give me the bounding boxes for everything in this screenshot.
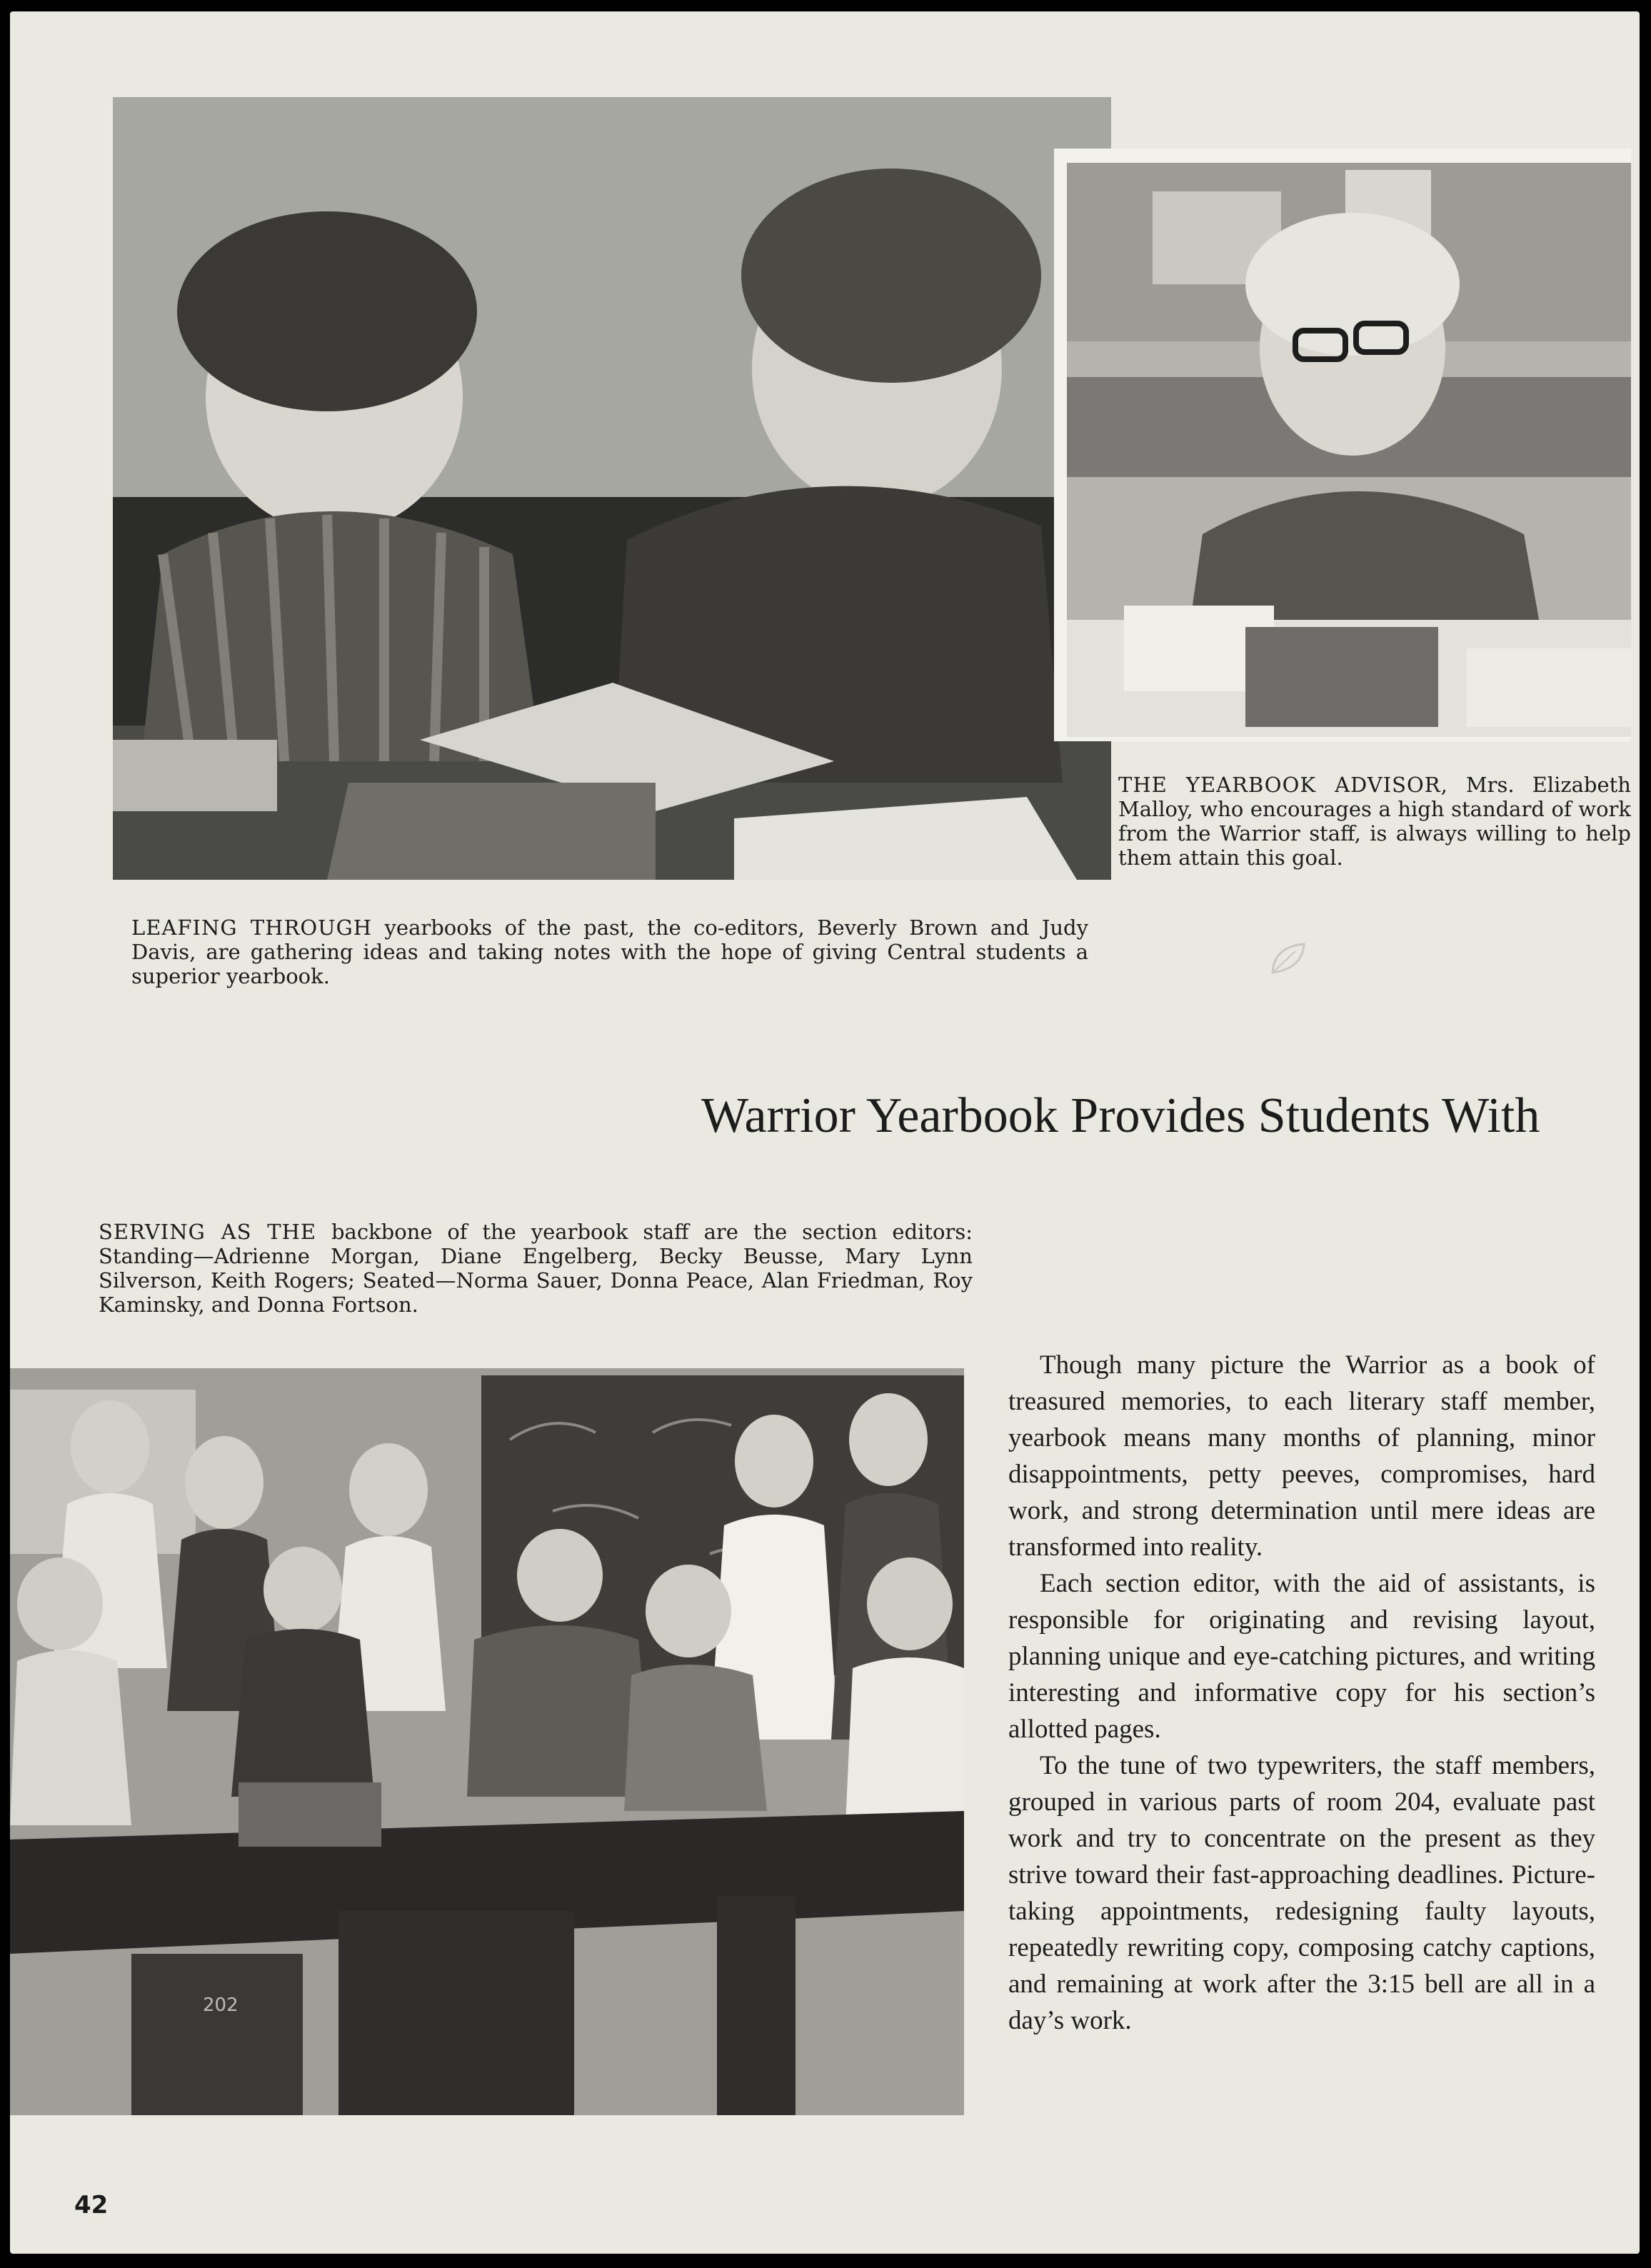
- co-editors-caption: [131, 915, 1088, 988]
- body-paragraph: Each section editor, with the aid of assistants, is responsible for originating and revising layout, planning unique and eye-catching pictures, and writing interesting and informative copy for his section’s allotted pages.: [1008, 1569, 1595, 1744]
- advisor-photo: [1067, 163, 1631, 737]
- advisor-caption-text: Mrs. Elizabeth Malloy, who encourages a high standard of work from the Warrior staff, is always willing to help them attain this goal.: [1118, 773, 1631, 870]
- leaf-icon: [1267, 940, 1310, 978]
- co-editors-caption-text: yearbooks of the past, the co-editors, Beverly Brown and Judy Davis, are gathering ideas and taking notes with the hope of giving Central students a superior yearbook.: [131, 915, 1088, 988]
- section-editors-caption-text: backbone of the yearbook staff are the section editors: Standing—Adrienne Morgan, Diane Engelberg, Becky Beusse, Mary Lynn Silverson, Keith Rogers; Seated—Norma Sauer, Donna Peace, Alan Friedman, Roy Kaminsky, and Donna Fortson.: [99, 1220, 973, 1317]
- yearbook-page: [10, 11, 1640, 2254]
- article-body: [1008, 1347, 1595, 2039]
- body-paragraph: To the tune of two typewriters, the staff members, grouped in various parts of room 204, evaluate past work and try to concentrate on the present as they strive toward their fast-approaching deadlines. Picture-taking appointments, redesigning faulty layouts, repeatedly rewriting copy, composing catchy captions, and remaining at work after the 3:15 bell are all in a day’s work.: [1008, 1751, 1595, 2035]
- section-editors-caption-lead: SERVING AS THE: [99, 1220, 317, 1244]
- body-paragraph: Though many picture the Warrior as a book of treasured memories, to each literary staff member, yearbook means many months of planning, minor disappointments, petty peeves, compromises, hard work, and strong determination until mere ideas are transformed into reality.: [1008, 1350, 1595, 1562]
- section-editors-caption: [99, 1220, 973, 1317]
- page-number: 42: [74, 2191, 109, 2219]
- co-editors-caption-lead: LEAFING THROUGH: [131, 915, 373, 940]
- advisor-caption: [1118, 773, 1631, 870]
- room-number-label: 202: [203, 1994, 239, 2016]
- section-editors-photo: [10, 1368, 964, 2115]
- co-editors-photo: [113, 97, 1111, 880]
- headline: Warrior Yearbook Provides Students With: [701, 1088, 1540, 1143]
- advisor-caption-lead: THE YEARBOOK ADVISOR,: [1118, 773, 1448, 797]
